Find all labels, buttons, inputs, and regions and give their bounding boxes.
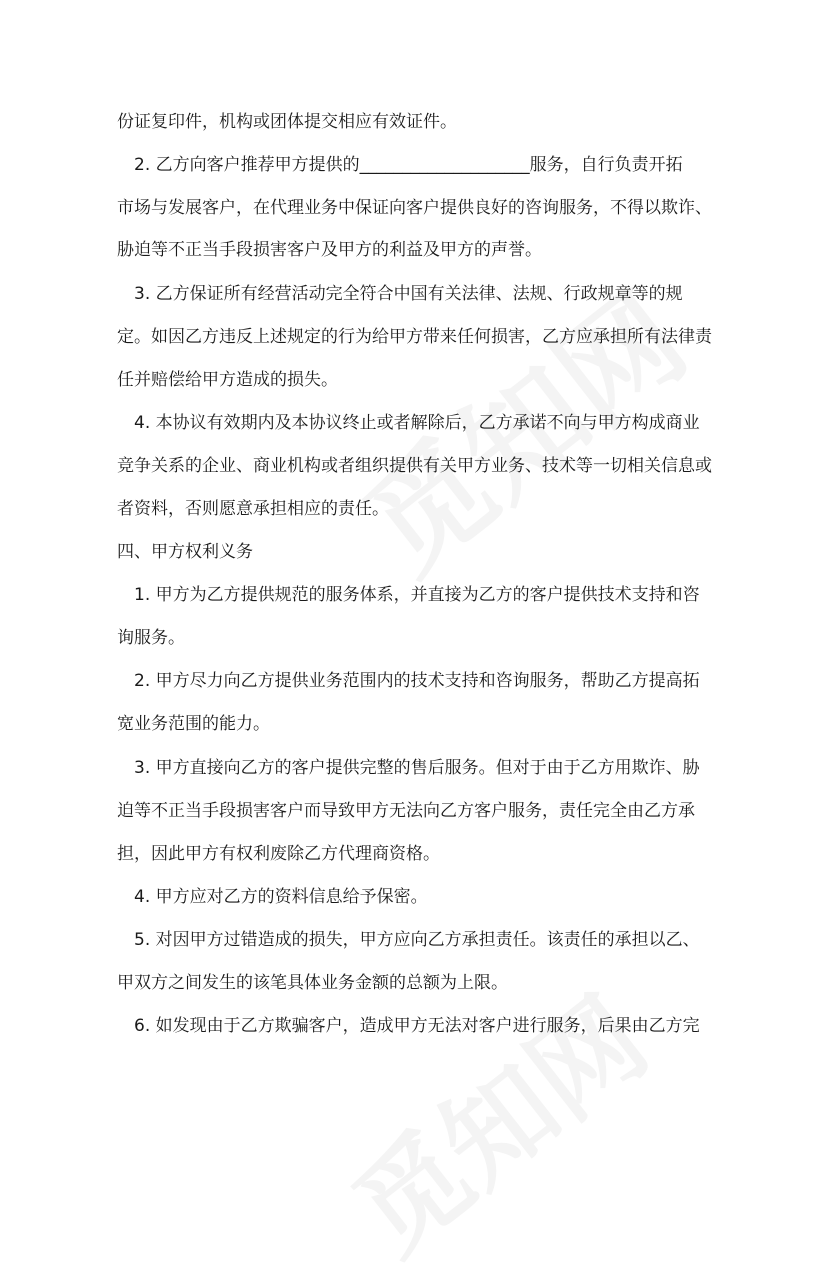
paragraph-line: 甲双方之间发生的该笔具体业务金额的总额为上限。 — [117, 973, 508, 993]
paragraph-line: 6. 如发现由于乙方欺骗客户，造成甲方无法对客户进行服务，后果由乙方完 — [134, 1016, 700, 1036]
paragraph-line: 迫等不正当手段损害客户而导致甲方无法向乙方客户服务，责任完全由乙方承 — [117, 801, 695, 821]
paragraph-line: 3. 乙方保证所有经营活动完全符合中国有关法律、法规、行政规章等的规 — [134, 284, 683, 304]
watermark — [316, 955, 673, 1283]
paragraph-line: 2. 乙方向客户推荐甲方提供的____________________服务，自行负责开拓 — [134, 155, 683, 175]
paragraph-line: 询服务。 — [117, 628, 185, 648]
paragraph-line: 1. 甲方为乙方提供规范的服务体系，并直接为乙方的客户提供技术支持和咨 — [134, 585, 700, 605]
paragraph-line: 3. 甲方直接向乙方的客户提供完整的售后服务。但对于由于乙方用欺诈、胁 — [134, 758, 700, 778]
paragraph-line: 市场与发展客户，在代理业务中保证向客户提供良好的咨询服务，不得以欺诈、 — [117, 198, 712, 218]
paragraph-line: 竞争关系的企业、商业机构或者组织提供有关甲方业务、技术等一切相关信息或 — [117, 456, 712, 476]
paragraph-line: 定。如因乙方违反上述规定的行为给甲方带来任何损害，乙方应承担所有法律责 — [117, 327, 712, 347]
paragraph-line: 4. 本协议有效期内及本协议终止或者解除后，乙方承诺不向与甲方构成商业 — [134, 413, 700, 433]
section-heading: 四、甲方权利义务 — [117, 542, 253, 562]
paragraph-line: 担，因此甲方有权利废除乙方代理商资格。 — [117, 844, 440, 864]
paragraph-line: 胁迫等不正当手段损害客户及甲方的利益及甲方的声誉。 — [117, 240, 542, 260]
paragraph-line: 任并赔偿给甲方造成的损失。 — [117, 370, 338, 390]
paragraph-line: 5. 对因甲方过错造成的损失，甲方应向乙方承担责任。该责任的承担以乙、 — [134, 930, 700, 950]
paragraph-line: 份证复印件，机构或团体提交相应有效证件。 — [117, 112, 457, 132]
paragraph-line: 宽业务范围的能力。 — [117, 714, 270, 734]
paragraph-line: 者资料，否则愿意承担相应的责任。 — [117, 499, 389, 519]
paragraph-line: 2. 甲方尽力向乙方提供业务范围内的技术支持和咨询服务，帮助乙方提高拓 — [134, 671, 700, 691]
paragraph-line: 4. 甲方应对乙方的资料信息给予保密。 — [134, 887, 428, 907]
